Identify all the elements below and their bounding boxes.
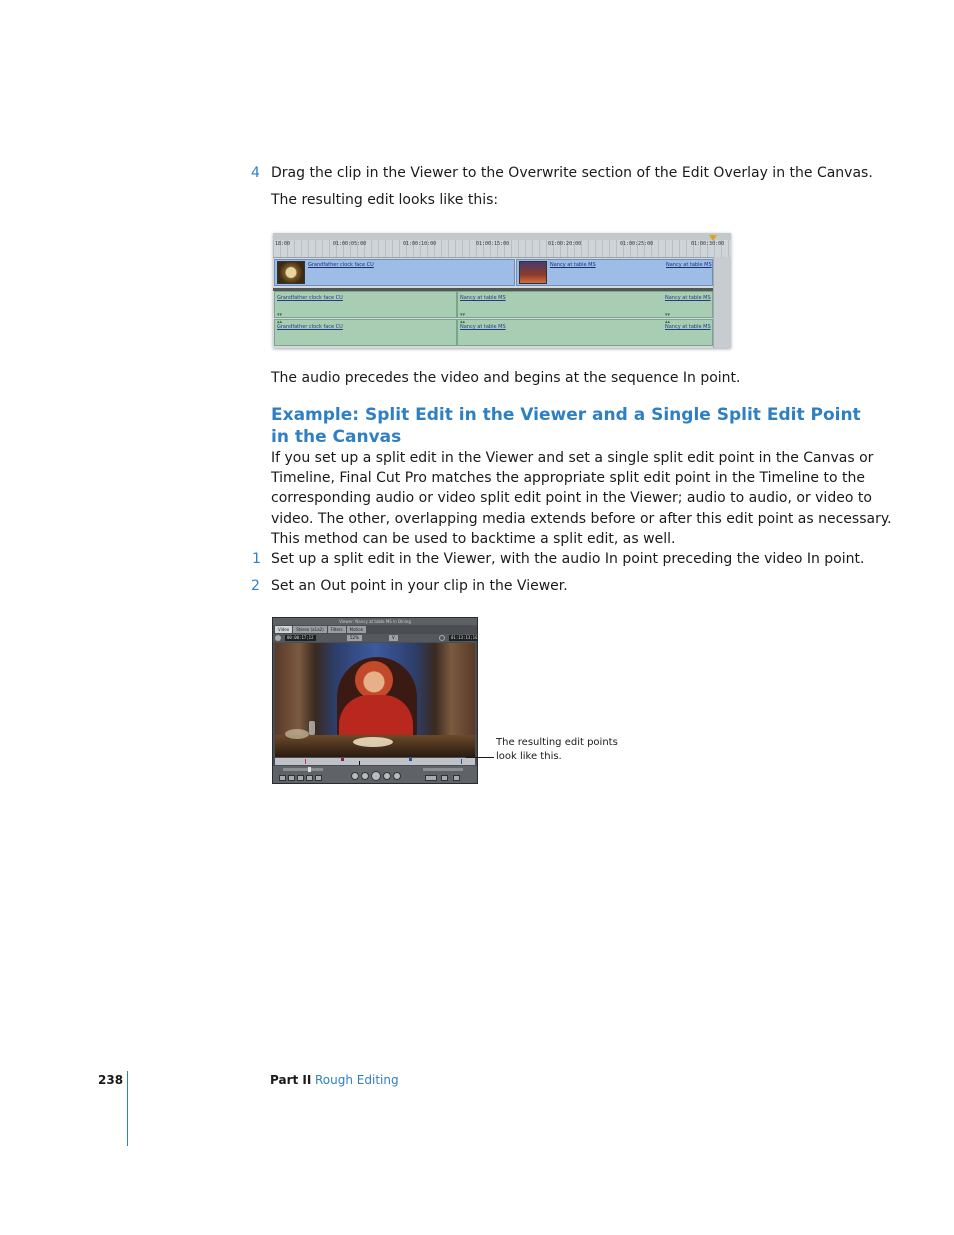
play-around-button[interactable] [393, 772, 401, 780]
person-head [355, 661, 393, 699]
link-marker: ▴▴ [665, 319, 671, 325]
next-edit-button[interactable] [383, 772, 391, 780]
scrubber-bar[interactable] [275, 758, 475, 765]
paragraph-line-5: This method can be used to backtime a split edit, as well. [271, 531, 676, 547]
match-frame-button[interactable] [315, 775, 322, 781]
timecode-5: 01:00:25:00 [620, 241, 654, 247]
previous-edit-button[interactable] [361, 772, 369, 780]
timecode-3: 01:00:15:00 [476, 241, 510, 247]
jog-control[interactable] [423, 768, 463, 771]
generator-button[interactable] [453, 775, 460, 781]
tab-motion[interactable]: Motion [347, 626, 367, 633]
video-frame [275, 643, 475, 757]
audio-clip-label-4: Grandfather clock face CU [277, 324, 343, 330]
tab-filters[interactable]: Filters [328, 626, 346, 633]
video-clip-label-3: Nancy at table MS [666, 262, 712, 268]
play-in-to-out-button[interactable] [351, 772, 359, 780]
video-clip-grandfather[interactable] [274, 259, 515, 286]
section-heading-line-2: in the Canvas [271, 427, 402, 447]
video-clip-nancy[interactable] [516, 259, 713, 286]
paragraph-line-2: Timeline, Final Cut Pro matches the appropriate split edit point in the Timeline to the [271, 470, 865, 486]
timecode-4: 01:00:20:00 [548, 241, 582, 247]
audio-clip-label-2: Nancy at table MS [460, 295, 506, 301]
link-marker: ▴▴ [277, 319, 283, 325]
add-marker-button[interactable] [288, 775, 295, 781]
footer-part: Part II [270, 1073, 312, 1087]
paragraph-line-3: corresponding audio or video split edit point in the Viewer; audio to audio, or video to [271, 490, 872, 506]
shuttle-knob[interactable] [308, 767, 311, 772]
mark-clip-button[interactable] [279, 775, 286, 781]
duration-timecode[interactable]: 00:00:17;12 [287, 635, 314, 640]
callout-line-2: look like this. [496, 751, 562, 762]
result-text: The resulting edit looks like this: [271, 192, 499, 208]
audio-clip-label-1: Grandfather clock face CU [277, 295, 343, 301]
link-marker: ▾▾ [665, 312, 671, 318]
audio-clip-grandfather-a1[interactable] [274, 291, 457, 318]
timecode-6: 01:00:30:00 [691, 241, 725, 247]
tab-video[interactable]: Video [275, 626, 292, 633]
video-clip-label-2: Nancy at table MS [550, 262, 596, 268]
clip-thumbnail [277, 261, 305, 284]
timecode-0: 18:00 [275, 241, 291, 247]
current-timecode[interactable]: 01:13:13;10 [451, 635, 478, 640]
audio-clip-label-6: Nancy at table MS [665, 324, 711, 330]
recent-clips-button[interactable] [441, 775, 448, 781]
zoom-popup[interactable]: 52% [347, 635, 362, 641]
transport-controls [273, 766, 477, 784]
viewer-control-bar [273, 634, 477, 642]
wine-glass [309, 721, 315, 735]
audio-clip-grandfather-a2[interactable] [274, 319, 457, 346]
out-point-marker [461, 759, 462, 764]
mark-out-button[interactable] [306, 775, 313, 781]
tab-stereo[interactable]: Stereo (a1a2) [293, 626, 326, 633]
viewer-window [272, 617, 478, 784]
audio-precedes-text: The audio precedes the video and begins at the sequence In point. [271, 370, 741, 386]
mark-in-button[interactable] [297, 775, 304, 781]
callout-line-1: The resulting edit points [496, 737, 618, 748]
audio-clip-nancy-a2[interactable] [457, 319, 713, 346]
video-clip-label-1: Grandfather clock face CU [308, 262, 374, 268]
playhead-marker[interactable] [359, 761, 360, 765]
show-match-frame-button[interactable] [425, 775, 437, 781]
viewer-tabs [275, 626, 367, 633]
timecode-2: 01:00:10:00 [403, 241, 437, 247]
timecode-1: 01:00:05:00 [333, 241, 367, 247]
clock-icon [439, 635, 445, 641]
step-number-4: 4 [251, 165, 260, 181]
step-number-2: 2 [251, 578, 260, 594]
viewer-title: Viewer: Nancy at table MS in Dining [273, 618, 477, 625]
out-point-icon[interactable] [409, 758, 412, 761]
section-heading-line-1: Example: Split Edit in the Viewer and a Single Split Edit Point [271, 405, 861, 425]
paragraph-line-4: video. The other, overlapping media extends before or after this edit point as necessary. [271, 511, 892, 527]
candlestick [285, 729, 309, 739]
link-marker: ▾▾ [277, 312, 283, 318]
clip-thumbnail [519, 261, 547, 284]
view-popup[interactable]: V [389, 635, 398, 641]
step-4-text: Drag the clip in the Viewer to the Overwrite section of the Edit Overlay in the Canvas. [271, 165, 873, 181]
audio-clip-label-5: Nancy at table MS [460, 324, 506, 330]
audio-drag-icon[interactable] [275, 635, 281, 641]
in-point-marker [305, 759, 306, 764]
footer-rule [127, 1071, 128, 1146]
step-1-text: Set up a split edit in the Viewer, with the audio In point preceding the video In point. [271, 551, 865, 567]
play-button[interactable] [371, 771, 381, 781]
footer-chapter: Rough Editing [315, 1073, 399, 1087]
page-number: 238 [98, 1073, 124, 1087]
step-number-1: 1 [252, 551, 261, 567]
playhead-icon[interactable] [709, 235, 717, 241]
timeline-scrollbar[interactable] [713, 257, 731, 348]
shuttle-control[interactable] [283, 768, 323, 771]
timeline-screenshot [273, 233, 731, 348]
audio-in-point-icon[interactable] [341, 758, 344, 761]
step-2-text: Set an Out point in your clip in the Viewer. [271, 578, 568, 594]
paragraph-line-1: If you set up a split edit in the Viewer and set a single split edit point in the Canvas or [271, 450, 874, 466]
audio-clip-nancy-a1[interactable] [457, 291, 713, 318]
link-marker: ▴▴ [460, 319, 466, 325]
audio-clip-label-3: Nancy at table MS [665, 295, 711, 301]
link-marker: ▾▾ [460, 312, 466, 318]
callout-line [466, 757, 494, 758]
plate-highlight [353, 737, 393, 747]
ruler-bar [273, 233, 731, 240]
